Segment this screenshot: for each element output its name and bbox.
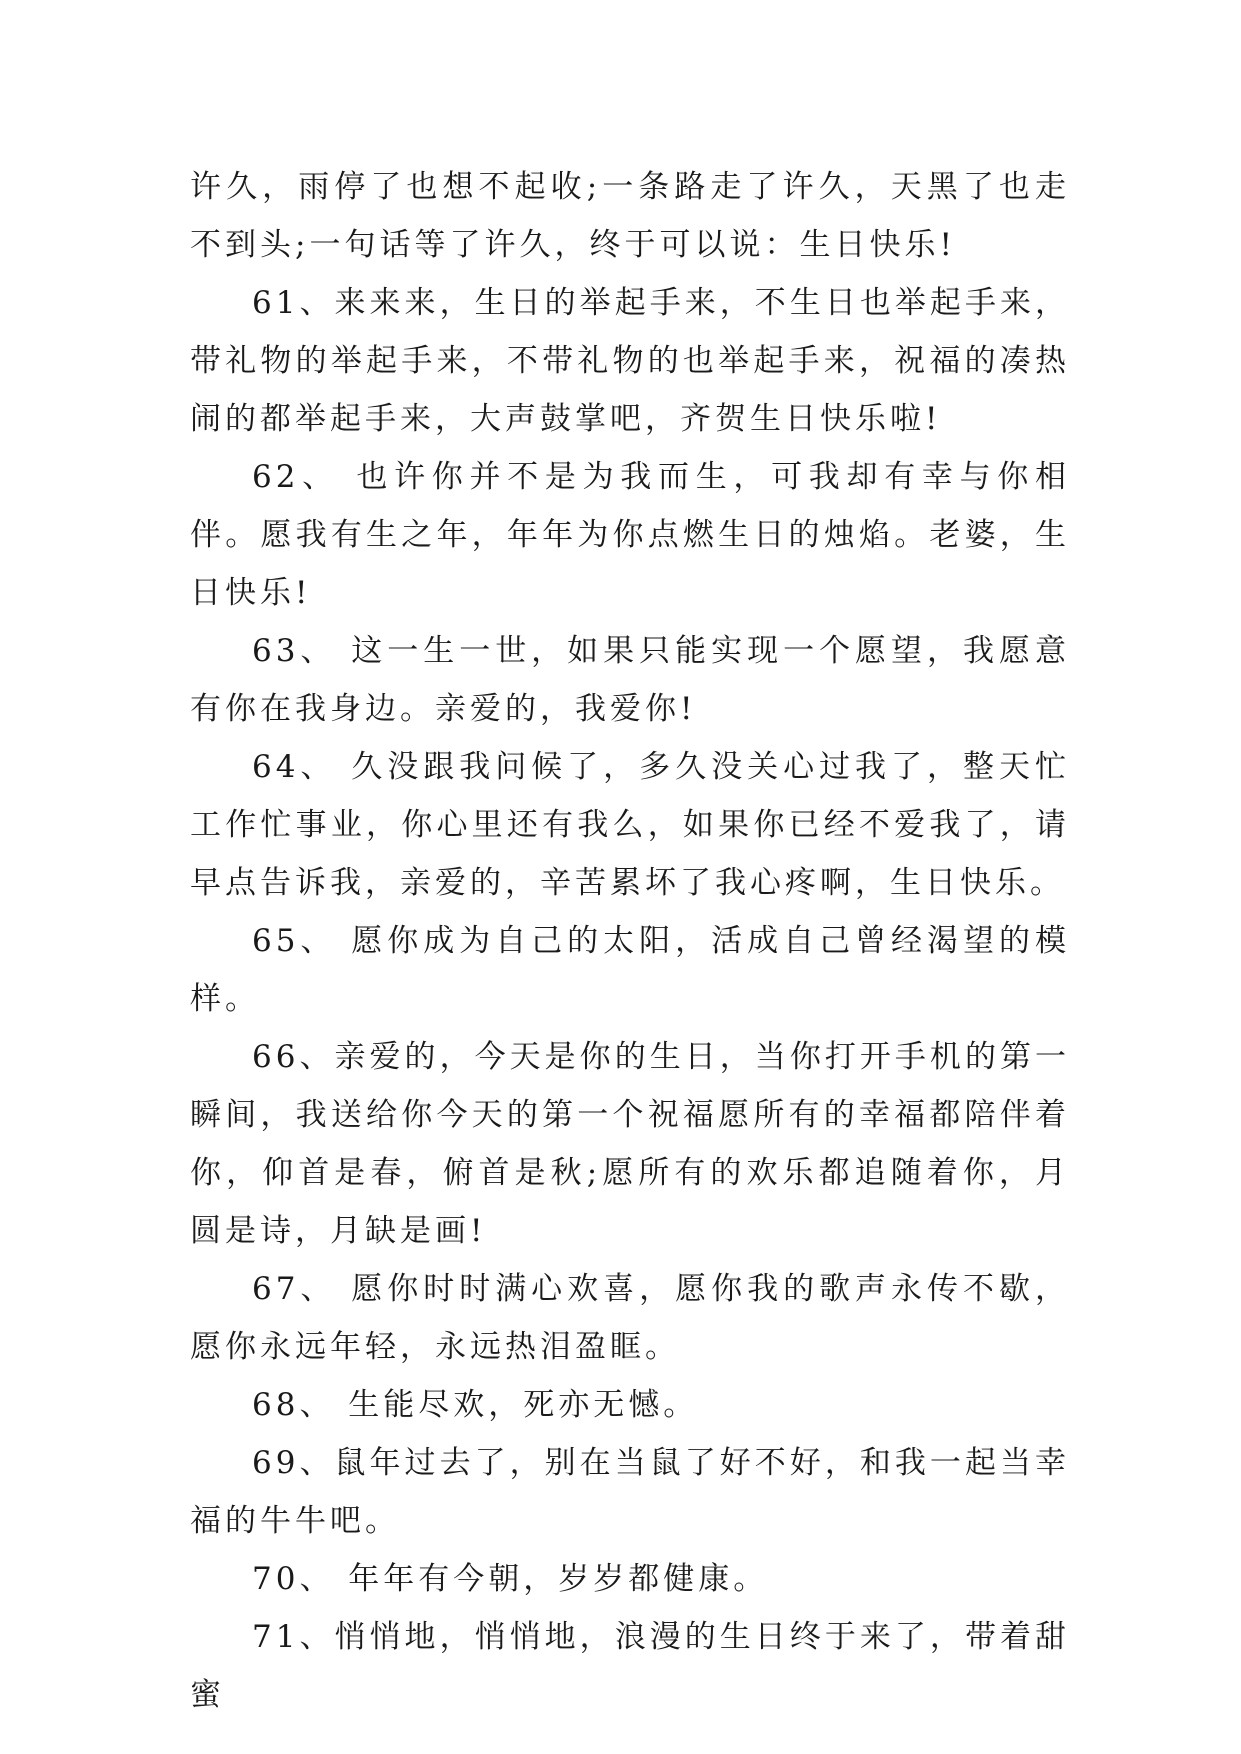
paragraph-61: 61、来来来，生日的举起手来，不生日也举起手来，带礼物的举起手来，不带礼物的也举起手来，祝福的凑热闹的都举起手来，大声鼓掌吧，齐贺生日快乐啦! [190,285,1070,437]
paragraph-67: 67、 愿你时时满心欢喜，愿你我的歌声永传不歇，愿你永远年轻，永远热泪盈眶。 [190,1271,1070,1365]
paragraph-62: 62、 也许你并不是为我而生，可我却有幸与你相伴。愿我有生之年，年年为你点燃生日的烛焰。老婆，生日快乐! [190,459,1070,611]
paragraph-71: 71、悄悄地，悄悄地，浪漫的生日终于来了，带着甜蜜 [190,1619,1070,1713]
paragraph-69: 69、鼠年过去了，别在当鼠了好不好，和我一起当幸福的牛牛吧。 [190,1445,1070,1539]
paragraph-64: 64、 久没跟我问候了，多久没关心过我了，整天忙工作忙事业，你心里还有我么，如果你已经不爱我了，请早点告诉我，亲爱的，辛苦累坏了我心疼啊，生日快乐。 [190,749,1070,901]
paragraph-66: 66、亲爱的，今天是你的生日，当你打开手机的第一瞬间，我送给你今天的第一个祝福愿所有的幸福都陪伴着你，仰首是春，俯首是秋;愿所有的欢乐都追随着你，月圆是诗，月缺是画! [190,1039,1070,1249]
paragraph-continuation: 许久，雨停了也想不起收;一条路走了许久，天黑了也走不到头;一句话等了许久，终于可以说：生日快乐! [190,169,1070,263]
paragraph-70: 70、 年年有今朝，岁岁都健康。 [252,1561,769,1597]
document-body [190,158,1070,1724]
paragraph-65: 65、 愿你成为自己的太阳，活成自己曾经渴望的模样。 [190,923,1070,1017]
paragraph-63: 63、 这一生一世，如果只能实现一个愿望，我愿意有你在我身边。亲爱的，我爱你! [190,633,1070,727]
paragraph-68: 68、 生能尽欢，死亦无憾。 [252,1387,699,1423]
